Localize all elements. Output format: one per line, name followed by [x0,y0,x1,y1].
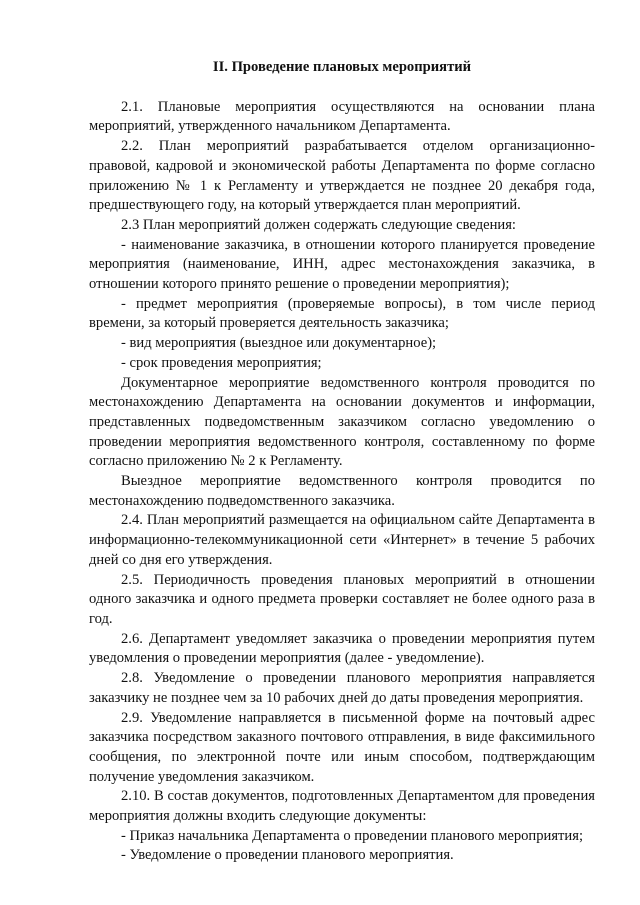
paragraph-2-4: 2.4. План мероприятий размещается на официальном сайте Департамента в информационно-телекоммуникационной сети «Интернет» в течение 5 рабочих дней со дня его утверждения. [89,512,595,568]
document-page [89,58,595,866]
paragraph-2-6: 2.6. Департамент уведомляет заказчика о проведении мероприятия путем уведомления о проведении мероприятия (далее - уведомление). [89,630,595,667]
section-title: II. Проведение плановых мероприятий [212,59,472,75]
list-item-type: - вид мероприятия (выездное или документарное); [121,335,437,352]
paragraph-2-10: 2.10. В состав документов, подготовленных Департаментом для проведения мероприятия должны входить следующие документы: [89,788,595,825]
list-item-notification: - Уведомление о проведении планового мероприятия. [121,847,454,864]
paragraph-2-2: 2.2. План мероприятий разрабатывается отделом организационно-правовой, кадровой и экономической работы Департамента по форме согласно приложению № 1 к Регламенту и утверждается не позднее 20 декабря года, предшествующего году, на который утверждается план мероприятий. [89,138,595,214]
list-item-order: - Приказ начальника Департамента о проведении планового мероприятия; [121,827,583,844]
paragraph-2-9: 2.9. Уведомление направляется в письменной форме на почтовый адрес заказчика посредством заказного почтового отправления, в виде факсимильного сообщения, по электронной почте или иным способом, подтверждающим получение уведомления заказчиком. [89,709,595,785]
list-item-term: - срок проведения мероприятия; [121,354,322,371]
paragraph-2-8: 2.8. Уведомление о проведении планового мероприятия направляется заказчику не позднее чем за 10 рабочих дней до даты проведения мероприятия. [89,670,595,706]
paragraph-documentary-control: Документарное мероприятие ведомственного контроля проводится по местонахождению Департамента на основании документов и информации, представленных подведомственным заказчиком согласно уведомлению о проведении мероприятия ведомственного контроля, составленному по форме согласно приложению № 2 к Регламенту. [89,374,595,470]
paragraph-2-1: 2.1. Плановые мероприятия осуществляются на основании плана мероприятий, утвержденного начальником Департамента. [89,98,595,135]
list-item-customer-name: - наименование заказчика, в отношении которого планируется проведение мероприятия (наименование, ИНН, адрес местонахождения заказчика, в отношении которого принято решение о проведении мероприятия); [89,236,595,293]
paragraph-2-3: 2.3 План мероприятий должен содержать следующие сведения: [121,216,516,233]
paragraph-field-control: Выездное мероприятие ведомственного контроля проводится по местонахождению подведомственного заказчика. [89,473,595,509]
paragraph-2-5: 2.5. Периодичность проведения плановых мероприятий в отношении одного заказчика и одного предмета проверки составляет не более одного раза в год. [89,571,595,627]
list-item-subject: - предмет мероприятия (проверяемые вопросы), в том числе период времени, за который проверяется деятельность заказчика; [89,295,595,332]
